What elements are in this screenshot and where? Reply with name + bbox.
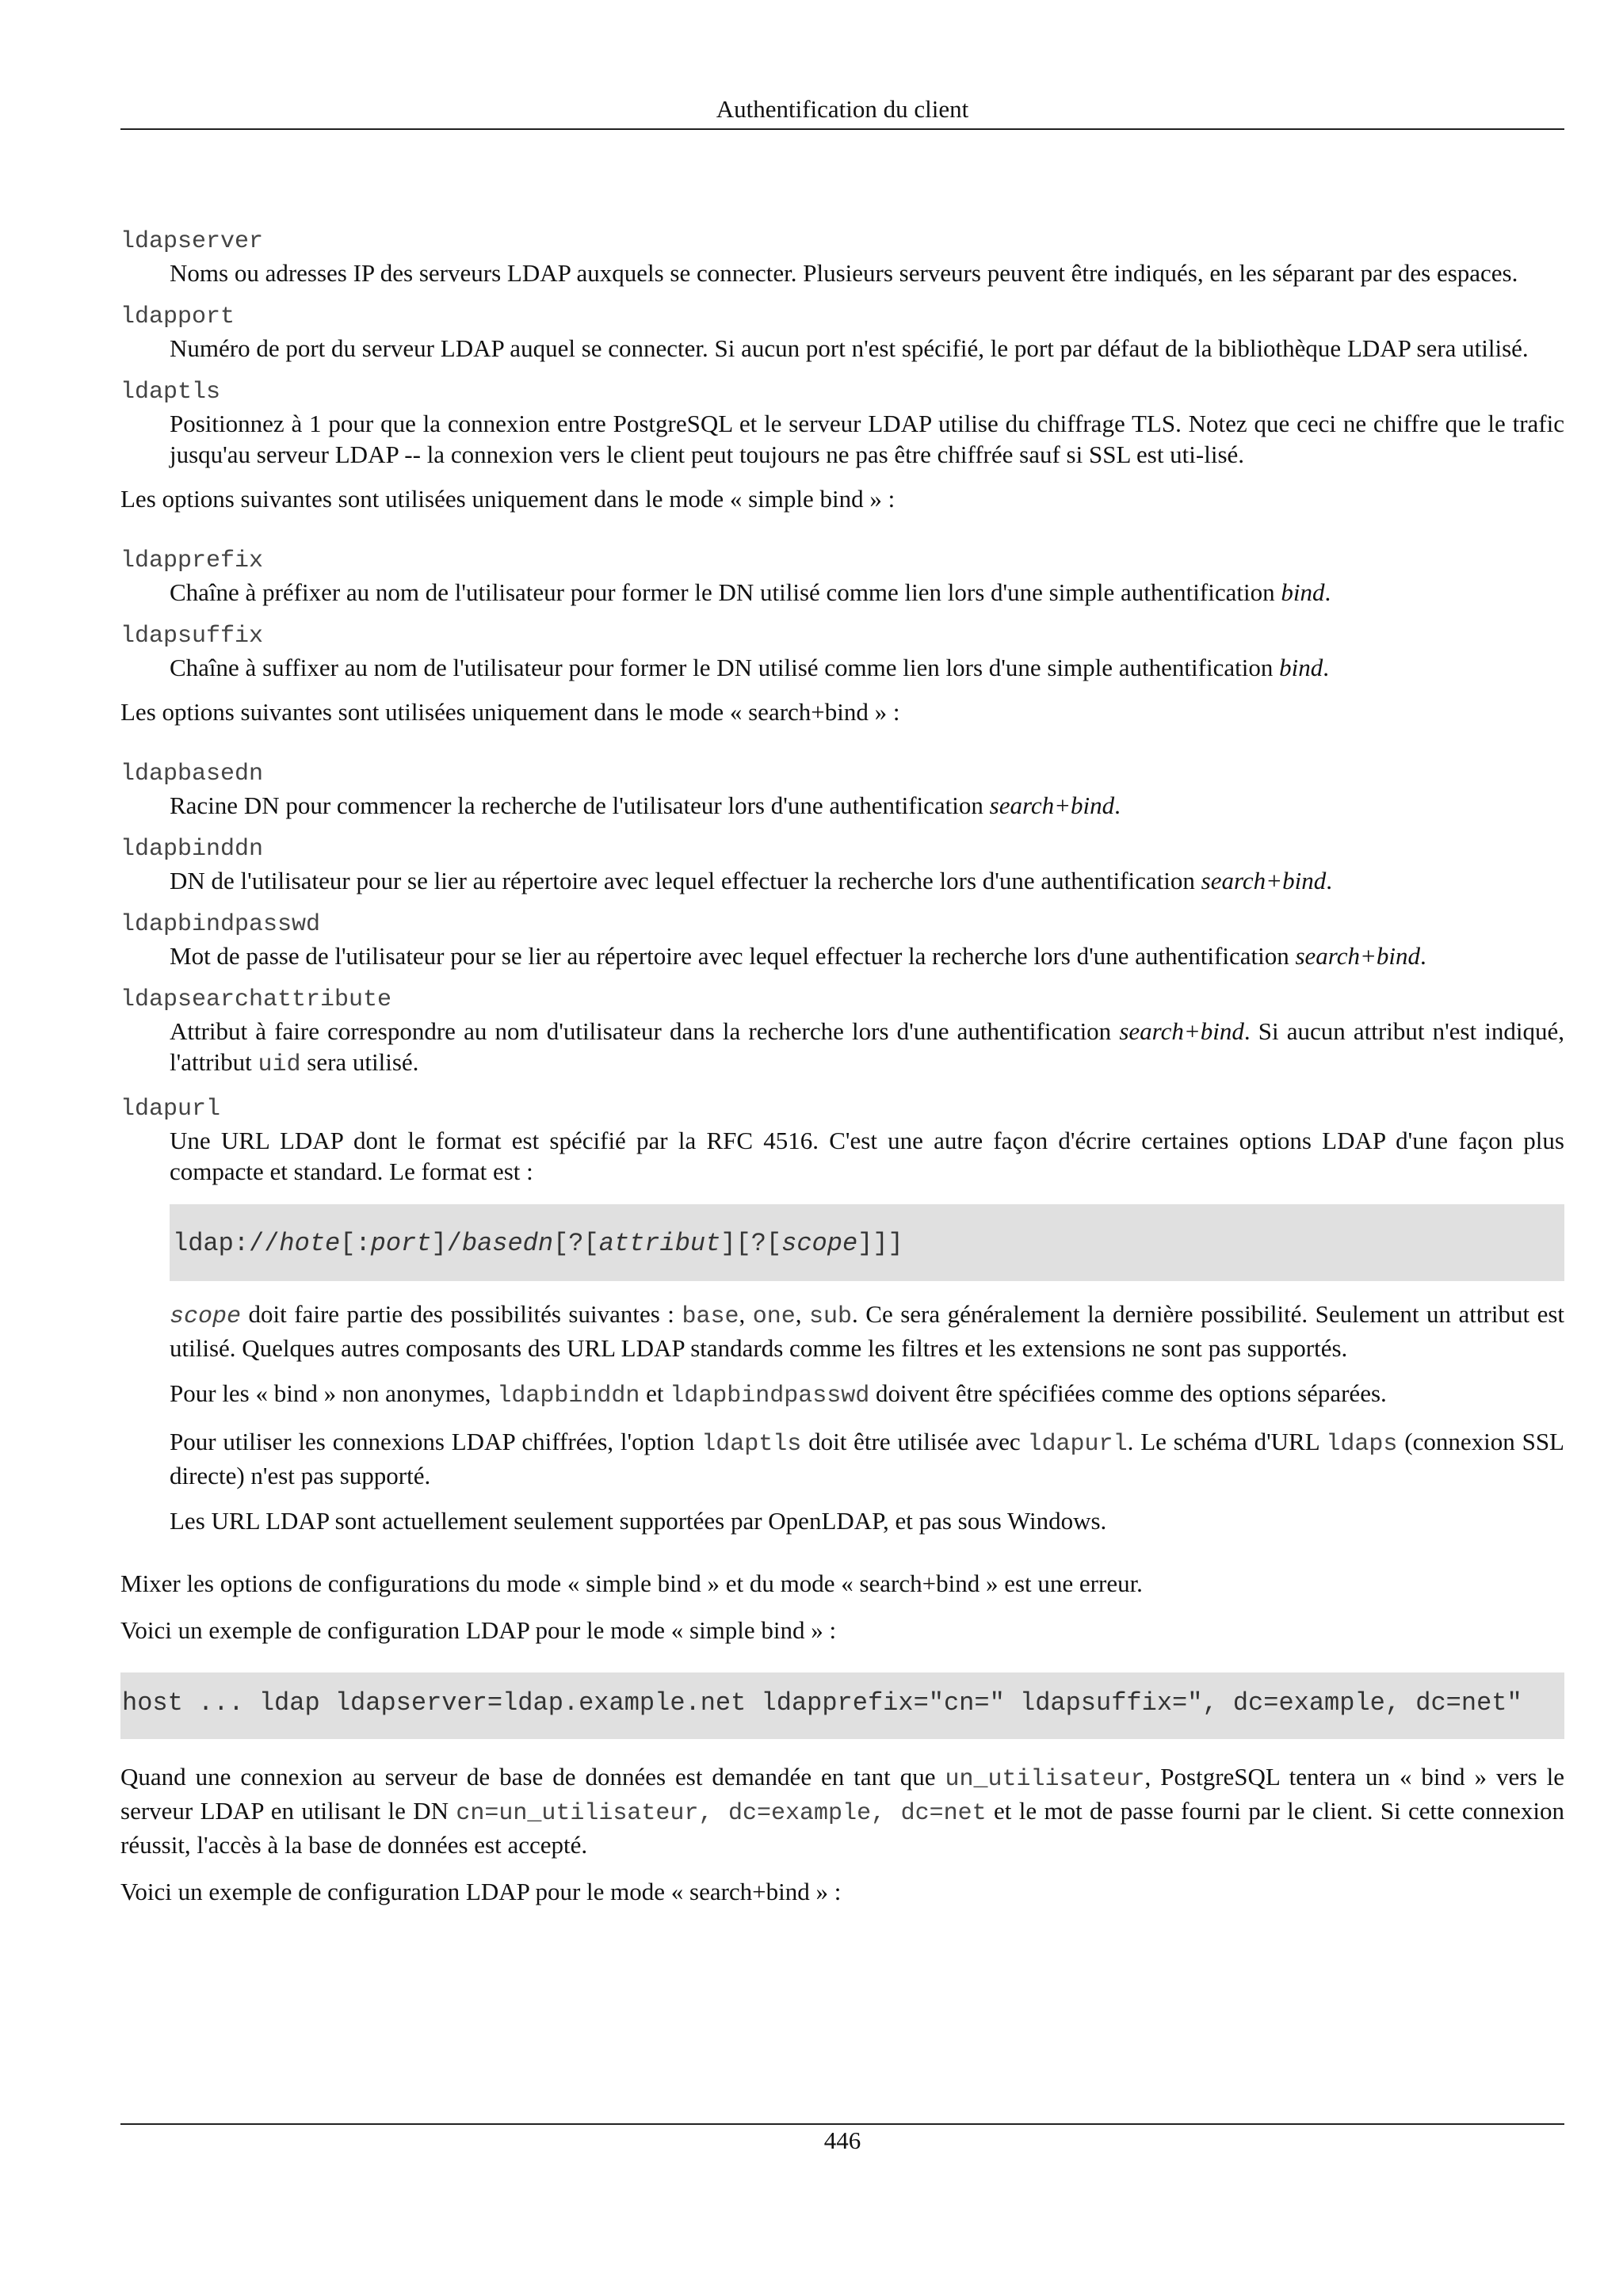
term-name: ldapbasedn — [120, 761, 264, 788]
code-placeholder: hote — [279, 1229, 341, 1258]
term-ldapprefix — [120, 546, 1564, 608]
code-part: ]/ — [431, 1229, 462, 1258]
code-part: ldap:// — [173, 1229, 280, 1258]
term-ldapbinddn — [120, 834, 1564, 896]
inline-code: ldaps — [1326, 1431, 1398, 1458]
code-part: ][?[ — [720, 1229, 782, 1258]
term-name: ldapsearchattribute — [120, 986, 392, 1013]
term-name: ldapport — [120, 303, 235, 330]
emphasis: bind — [1281, 578, 1325, 606]
code-part: [?[ — [553, 1229, 599, 1258]
term-ldaptls — [120, 377, 1564, 470]
paragraph-text: , — [739, 1300, 753, 1328]
term-definition: Numéro de port du serveur LDAP auquel se connecter. Si aucun port n'est spécifié, le port par défaut de la bibliothèque LDAP sera utilisé. — [170, 334, 1529, 362]
term-ldapsearchattribute — [120, 985, 1564, 1081]
header-rule — [120, 128, 1564, 130]
paragraph-text: et — [640, 1379, 670, 1407]
term-definition — [170, 940, 1564, 971]
page-number: 446 — [823, 2126, 861, 2154]
paragraph-text: (connexion SSL directe) n'est pas supporté. — [170, 1428, 1564, 1489]
emphasis: bind — [1279, 654, 1323, 681]
scope-paragraph — [170, 1299, 1564, 1363]
inline-code: sub — [809, 1303, 853, 1330]
inline-code: ldapbindpasswd — [670, 1383, 870, 1409]
example-search-intro: Voici un exemple de configuration LDAP pour le mode « search+bind » : — [120, 1878, 842, 1905]
url-format-box — [170, 1204, 1564, 1281]
code-placeholder: attribut — [598, 1229, 721, 1258]
intro-search-bind: Les options suivantes sont utilisées uniquement dans le mode « search+bind » : — [120, 698, 900, 726]
tls-paragraph — [170, 1426, 1564, 1491]
inline-code: cn=un_utilisateur, dc=example, dc=net — [456, 1800, 987, 1827]
term-definition — [170, 652, 1564, 683]
definition-end: . — [1326, 867, 1332, 894]
paragraph-text: , — [795, 1300, 809, 1328]
definition-end: . — [1323, 654, 1329, 681]
term-name: ldapbinddn — [120, 836, 264, 863]
inline-code: uid — [258, 1051, 301, 1078]
code-part: ]]] — [857, 1229, 903, 1258]
definition-text: Mot de passe de l'utilisateur pour se lier au répertoire avec lequel effectuer la recherche lors d'une authentification — [170, 942, 1296, 970]
term-ldapserver — [120, 227, 1564, 288]
code-placeholder: port — [370, 1229, 432, 1258]
paragraph-text: Quand une connexion au serveur de base de données est demandée en tant que — [120, 1763, 945, 1791]
openldap-paragraph: Les URL LDAP sont actuellement seulement supportées par OpenLDAP, et pas sous Windows. — [170, 1507, 1107, 1535]
code-placeholder: scope — [781, 1229, 858, 1258]
term-name: ldapurl — [120, 1096, 221, 1123]
definition-text: Chaîne à suffixer au nom de l'utilisateur pour former le DN utilisé comme lien lors d'une simple authentification — [170, 654, 1280, 681]
paragraph-text: doit être utilisée avec — [801, 1428, 1028, 1455]
example-simple-intro: Voici un exemple de configuration LDAP pour le mode « simple bind » : — [120, 1616, 837, 1644]
term-definition — [170, 1016, 1564, 1081]
code-part: [: — [340, 1229, 371, 1258]
term-definition: Noms ou adresses IP des serveurs LDAP auxquels se connecter. Plusieurs serveurs peuvent être indiqués, en les séparant par des espaces. — [170, 259, 1518, 287]
inline-code: scope — [170, 1303, 242, 1330]
inline-code: base — [682, 1303, 739, 1330]
mix-paragraph: Mixer les options de configurations du mode « simple bind » et du mode « search+bind » est une erreur. — [120, 1569, 1143, 1597]
paragraph-text: et le mot de passe fourni par le client. Si cette connexion réussit, l'accès à la base de données est accepté. — [120, 1797, 1564, 1859]
term-name: ldaptls — [120, 379, 221, 406]
emphasis: search+bind — [1295, 942, 1421, 970]
term-ldapurl — [120, 1094, 1564, 1536]
inline-code: ldapbinddn — [497, 1383, 640, 1409]
term-name: ldapserver — [120, 228, 264, 255]
term-ldapport — [120, 302, 1564, 364]
intro-simple-bind: Les options suivantes sont utilisées uniquement dans le mode « simple bind » : — [120, 485, 896, 513]
inline-code: ldaptls — [701, 1431, 802, 1458]
bind-paragraph — [170, 1378, 1564, 1412]
definition-text: . Si aucun attribut n'est indiqué, l'attribut — [170, 1017, 1564, 1076]
paragraph-text: Pour les « bind » non anonymes, — [170, 1379, 498, 1407]
term-definition — [170, 790, 1564, 821]
page-content — [120, 227, 1564, 1923]
definition-text: Attribut à faire correspondre au nom d'utilisateur dans la recherche lors d'une authentification — [170, 1017, 1120, 1045]
paragraph-text: , PostgreSQL tentera un « bind » vers le serveur LDAP en utilisant le DN — [120, 1763, 1564, 1825]
term-name: ldapbindpasswd — [120, 911, 321, 938]
emphasis: search+bind — [1119, 1017, 1244, 1045]
example-simple-code: host ... ldap ldapserver=ldap.example.net ldapprefix="cn=" ldapsuffix=", dc=example, dc=net" — [122, 1688, 1522, 1718]
document-page — [120, 0, 1564, 2296]
definition-text: DN de l'utilisateur pour se lier au répertoire avec lequel effectuer la recherche lors d'une authentification — [170, 867, 1201, 894]
emphasis: search+bind — [1201, 867, 1327, 894]
running-header: Authentification du client — [716, 95, 969, 123]
term-name: ldapprefix — [120, 547, 264, 574]
definition-end: . — [1420, 942, 1426, 970]
explain-paragraph — [120, 1761, 1564, 1860]
inline-code: ldapurl — [1027, 1431, 1128, 1458]
definition-text: sera utilisé. — [300, 1048, 419, 1076]
paragraph-text: doivent être spécifiées comme des options séparées. — [869, 1379, 1387, 1407]
term-definition: Positionnez à 1 pour que la connexion entre PostgreSQL et le serveur LDAP utilise du chiffrage TLS. Notez que ceci ne chiffre que le trafic jusqu'au serveur LDAP -- la connexion vers le client peut toujours ne pas être chiffrée sauf si SSL est uti-lisé. — [170, 410, 1564, 468]
definition-end: . — [1114, 791, 1121, 819]
inline-code: un_utilisateur — [945, 1766, 1145, 1793]
term-definition — [170, 577, 1564, 608]
emphasis: search+bind — [989, 791, 1115, 819]
term-definition: Une URL LDAP dont le format est spécifié par la RFC 4516. C'est une autre façon d'écrire certaines options LDAP d'une façon plus compacte et standard. Le format est : — [170, 1127, 1564, 1185]
term-ldapbasedn — [120, 759, 1564, 821]
inline-code: one — [752, 1303, 796, 1330]
definition-text: Chaîne à préfixer au nom de l'utilisateur pour former le DN utilisé comme lien lors d'une simple authentification — [170, 578, 1281, 606]
definition-text: Racine DN pour commencer la recherche de l'utilisateur lors d'une authentification — [170, 791, 990, 819]
paragraph-text: . Ce sera généralement la dernière possibilité. Seulement un attribut est utilisé. Quelques autres composants des URL LDAP standards comme les filtres et les extensions ne sont pas supportés. — [170, 1300, 1565, 1362]
paragraph-text: doit faire partie des possibilités suivantes : — [241, 1300, 682, 1328]
example-simple-code-box — [120, 1672, 1564, 1739]
paragraph-text: Pour utiliser les connexions LDAP chiffrées, l'option — [170, 1428, 702, 1455]
url-format-code — [173, 1229, 903, 1258]
term-name: ldapsuffix — [120, 623, 264, 650]
paragraph-text: . Le schéma d'URL — [1127, 1428, 1327, 1455]
code-placeholder: basedn — [461, 1229, 554, 1258]
term-ldapsuffix — [120, 621, 1564, 683]
term-ldapbindpasswd — [120, 910, 1564, 971]
definition-end: . — [1324, 578, 1331, 606]
term-definition — [170, 865, 1564, 896]
